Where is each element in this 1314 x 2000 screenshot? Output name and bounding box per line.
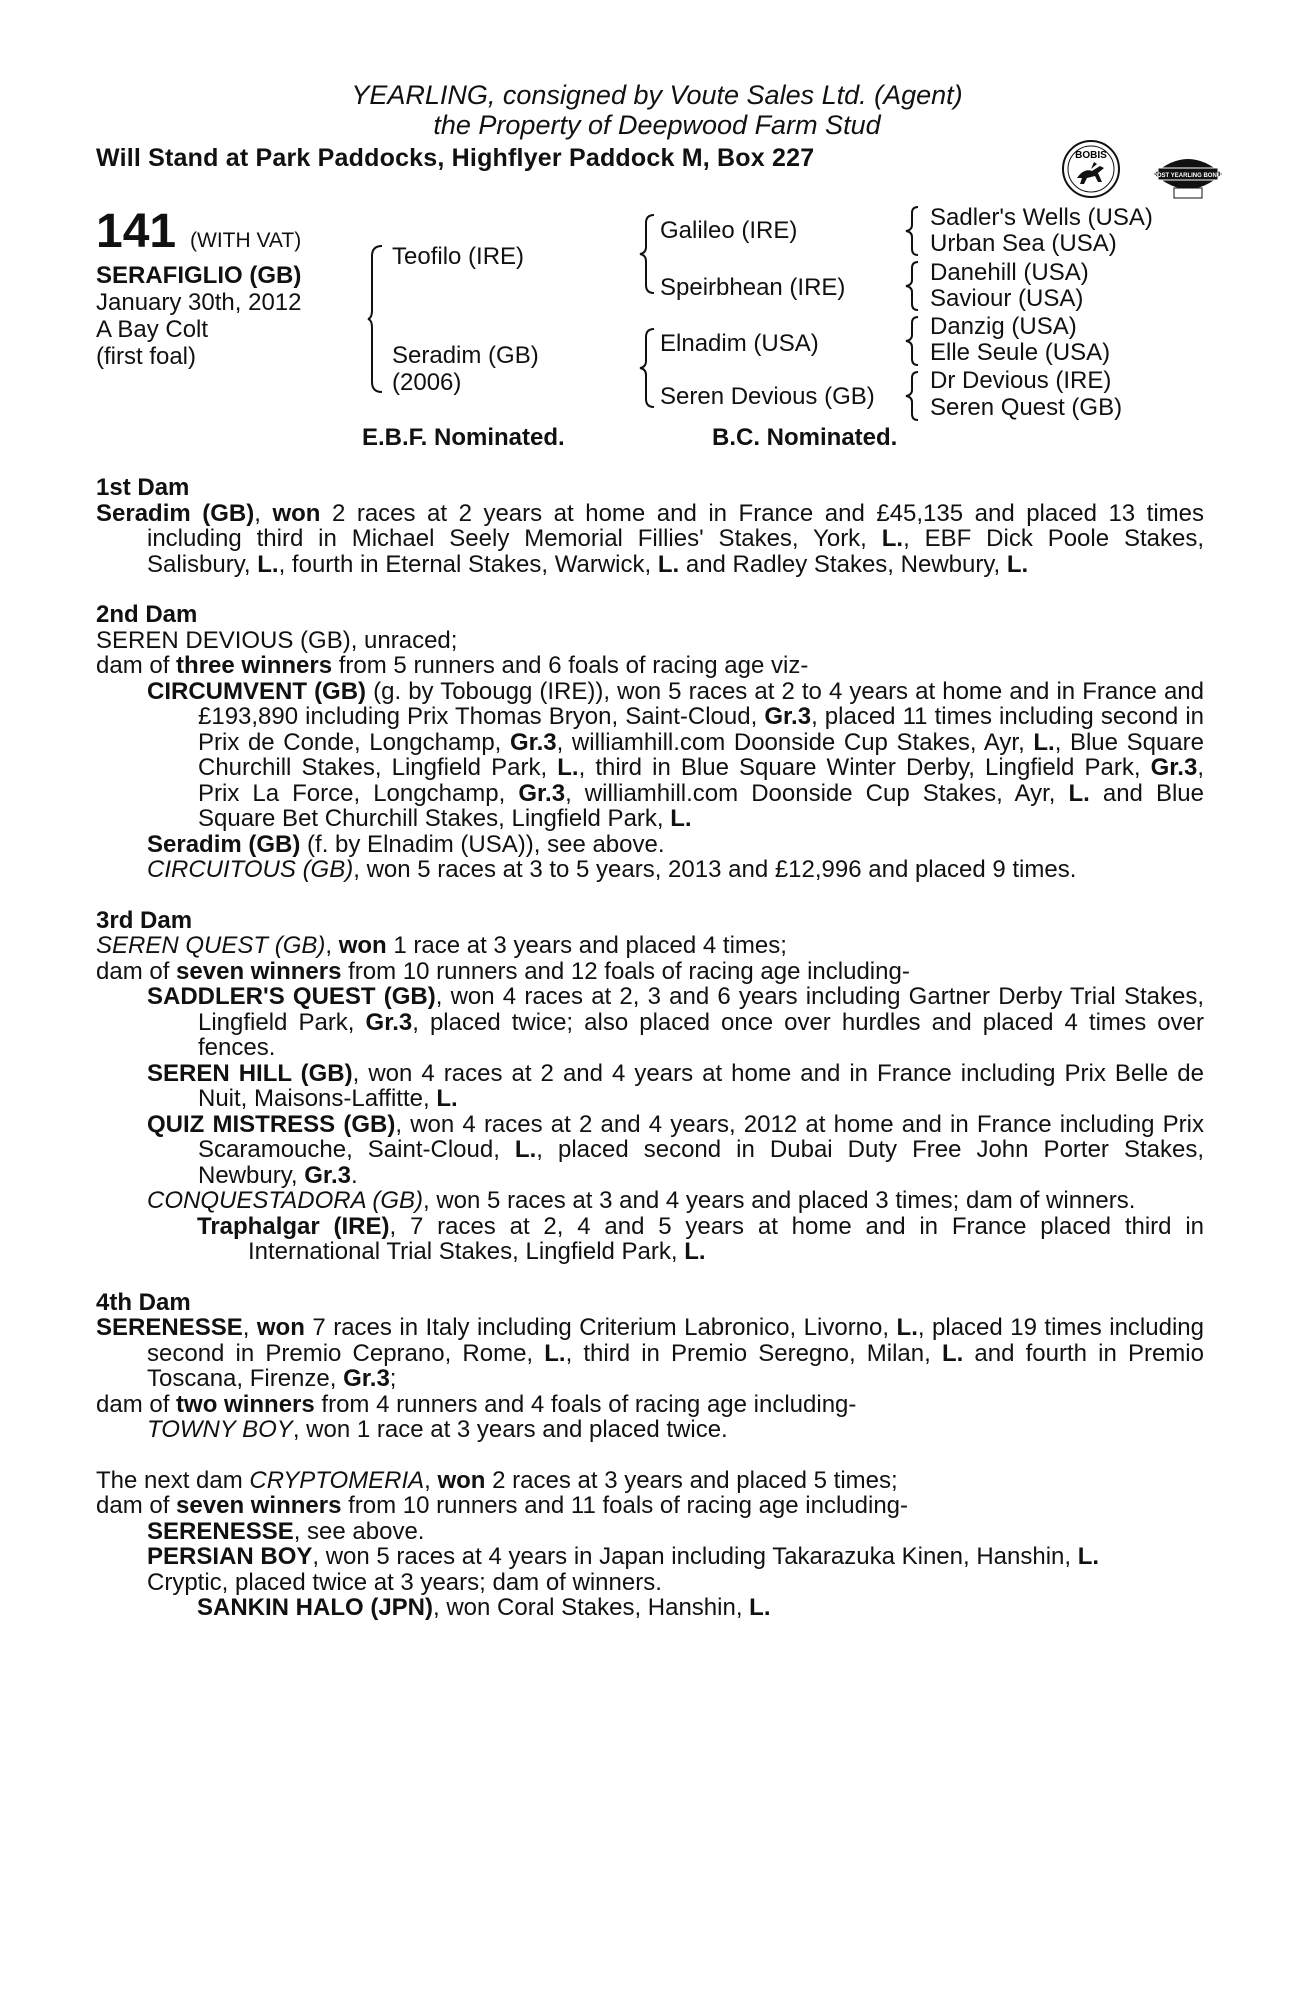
date-of-birth: January 30th, 2012: [96, 289, 302, 316]
racing-post-bonus-logo-icon: [1127, 148, 1249, 200]
bracket-g4: [906, 370, 920, 422]
produce-circuitous: CIRCUITOUS (GB), won 5 races at 3 to 5 years, 2013 and £12,996 and placed 9 times.: [147, 856, 1077, 883]
third-dam-produce-summary: dam of seven winners from 10 runners and 12 foals of racing age including-: [96, 957, 910, 985]
produce-serenesse: SERENESSE, see above.: [147, 1517, 425, 1545]
pedigree-dam-year: (2006): [392, 369, 462, 396]
produce-seradim: Seradim (GB) (f. by Elnadim (USA)), see above.: [147, 830, 665, 858]
third-dam-heading: 3rd Dam: [96, 906, 193, 934]
bracket-g2: [906, 260, 920, 312]
produce-persian-boy: PERSIAN BOY, won 5 races at 4 years in Japan including Takarazuka Kinen, Hanshin, L.: [147, 1543, 1100, 1570]
pedigree-dam-sire: Elnadim (USA): [660, 330, 819, 357]
bracket-sire-dam: [368, 244, 384, 394]
third-dam-line: SEREN QUEST (GB), won 1 race at 3 years and placed 4 times;: [96, 932, 787, 959]
produce-seren-hill: SEREN HILL (GB), won 4 races at 2 and 4 years at home and in France including Prix Belle de Nuit, Maisons-Laffitte, L.: [147, 1059, 1205, 1112]
second-dam-line: SEREN DEVIOUS (GB), unraced;: [96, 626, 458, 654]
first-dam-entry: Seradim (GB), won 2 races at 2 years at home and in France and £45,135 and placed 13 times including third in Michael Seely Memorial Fillies' Stakes, York, L., EBF Dick Poole Stakes, Salisbury, L., fourth in Eternal Stakes, Warwick, L. and Radley Stakes, Newbury, L.: [96, 499, 1204, 578]
pedigree-dds: Dr Devious (IRE): [930, 367, 1112, 394]
pedigree-dam: Seradim (GB): [392, 342, 539, 369]
bracket-sire-parents: [640, 213, 656, 295]
produce-saddlers-quest: SADDLER'S QUEST (GB), won 4 races at 2, 3 and 6 years including Gartner Derby Trial Stakes, Lingfield Park, Gr.3, placed twice; also placed once over hurdles and placed 4 times over fences.: [147, 983, 1204, 1061]
pedigree-sds: Danehill (USA): [930, 259, 1089, 286]
foal-note: (first foal): [96, 343, 197, 370]
lot-number: 141: [96, 205, 177, 258]
produce-towny-boy: TOWNY BOY, won 1 race at 3 years and placed twice.: [147, 1416, 728, 1443]
pedigree-sire-sire: Galileo (IRE): [660, 217, 798, 244]
ebf-nominated: E.B.F. Nominated.: [362, 424, 565, 451]
header-line-2: the Property of Deepwood Farm Stud: [433, 110, 881, 140]
stand-location: Will Stand at Park Paddocks, Highflyer Paddock M, Box 227: [96, 144, 815, 172]
produce-sankin-halo: SANKIN HALO (JPN), won Coral Stakes, Hanshin, L.: [197, 1594, 771, 1621]
bc-nominated: B.C. Nominated.: [712, 424, 898, 451]
pedigree-dam-dam: Seren Devious (GB): [660, 383, 875, 410]
horse-name: SERAFIGLIO (GB): [96, 262, 302, 289]
produce-traphalgar: Traphalgar (IRE), 7 races at 2, 4 and 5 years at home and in France placed third in International Trial Stakes, Lingfield Park, L.: [197, 1212, 1204, 1265]
second-dam-heading: 2nd Dam: [96, 601, 198, 628]
first-dam-heading: 1st Dam: [96, 474, 190, 501]
pedigree-sire: Teofilo (IRE): [392, 243, 525, 270]
produce-conquestadora: CONQUESTADORA (GB), won 5 races at 3 and 4 years and placed 3 times; dam of winners.: [147, 1187, 1136, 1214]
pedigree-sdd: Saviour (USA): [930, 285, 1084, 312]
pedigree-sire-dam: Speirbhean (IRE): [660, 274, 846, 301]
header-line-1: YEARLING, consigned by Voute Sales Ltd. (Agent): [351, 80, 963, 110]
pedigree-sss: Sadler's Wells (USA): [930, 204, 1153, 231]
produce-quiz-mistress: QUIZ MISTRESS (GB), won 4 races at 2 and 4 years, 2012 at home and in France including Prix Scaramouche, Saint-Cloud, L., placed second in Dubai Duty Free John Porter Stakes, Newbury, Gr.3.: [147, 1110, 1205, 1189]
pedigree-dsd: Elle Seule (USA): [930, 339, 1111, 366]
racing-post-logo-text: RACING POST YEARLING BONUS £10,000: [1127, 173, 1249, 179]
pedigree-ssd: Urban Sea (USA): [930, 230, 1117, 257]
bobis-logo-icon: [1060, 138, 1122, 200]
bobis-logo-text: BOBIS: [1075, 150, 1107, 161]
vat-label: (WITH VAT): [190, 229, 302, 252]
fourth-dam-produce-summary: dam of two winners from 4 runners and 4 foals of racing age including-: [96, 1390, 857, 1418]
bracket-g3: [906, 315, 920, 367]
next-dam-line: The next dam CRYPTOMERIA, won 2 races at 3 years and placed 5 times;: [96, 1466, 898, 1494]
fourth-dam-heading: 4th Dam: [96, 1288, 191, 1316]
horse-description: A Bay Colt: [96, 316, 209, 343]
produce-cryptic: Cryptic, placed twice at 3 years; dam of winners.: [147, 1568, 662, 1596]
bracket-g1: [906, 205, 920, 257]
produce-circumvent: CIRCUMVENT (GB) (g. by Tobougg (IRE)), won 5 races at 2 to 4 years at home and in France and £193,890 including Prix Thomas Bryon, Saint-Cloud, Gr.3, placed 11 times including second in Prix de Conde, Longchamp, Gr.3, williamhill.com Doonside Cup Stakes, Ayr, L., Blue Square Churchill Stakes, Lingfield Park, L., third in Blue Square Winter Derby, Lingfield Park, Gr.3, Prix La Force, Longchamp, Gr.3, williamhill.com Doonside Cup Stakes, Ayr, L. and Blue Square Bet Churchill Stakes, Lingfield Park, L.: [147, 677, 1205, 832]
bracket-dam-parents: [640, 327, 656, 409]
second-dam-produce-summary: dam of three winners from 5 runners and 6 foals of racing age viz-: [96, 652, 809, 679]
pedigree-ddd: Seren Quest (GB): [930, 394, 1123, 421]
fourth-dam-entry: SERENESSE, won 7 races in Italy including Criterium Labronico, Livorno, L., placed 19 times including second in Premio Ceprano, Rome, L., third in Premio Seregno, Milan, L. and fourth in Premio Toscana, Firenze, Gr.3;: [96, 1314, 1204, 1392]
pedigree-dss: Danzig (USA): [930, 313, 1077, 340]
catalogue-body: [96, 475, 1204, 1621]
next-dam-produce-summary: dam of seven winners from 10 runners and 11 foals of racing age including-: [96, 1492, 909, 1519]
